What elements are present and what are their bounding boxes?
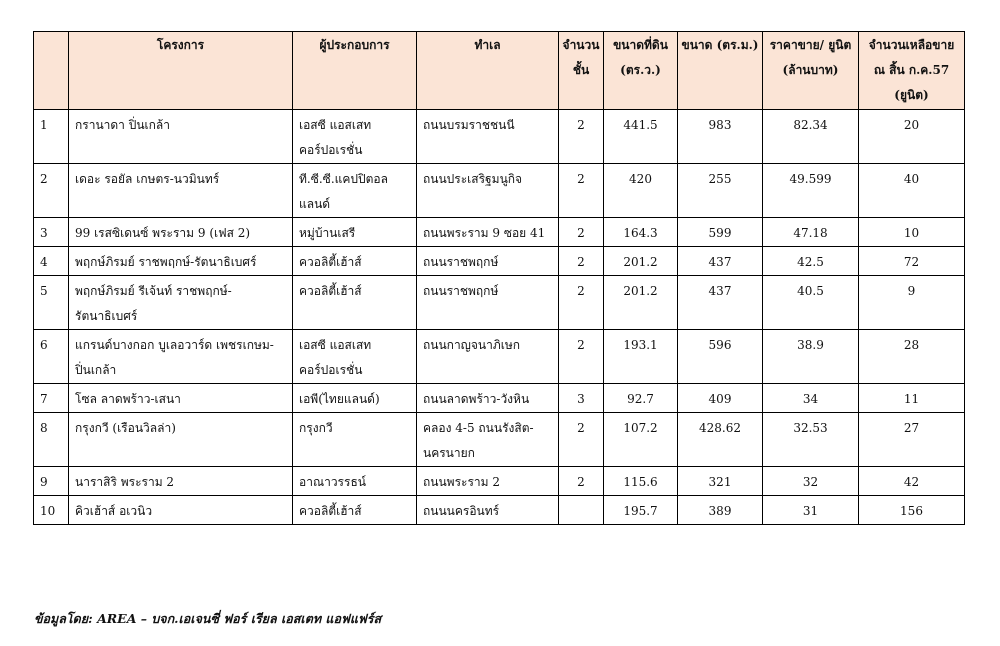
price: 42.5	[763, 247, 859, 276]
project-name: แกรนด์บางกอก บูเลอวาร์ด เพชรเกษม-ปิ่นเกล้า	[69, 330, 293, 384]
project-name: โซล ลาดพร้าว-เสนา	[69, 384, 293, 413]
location: ถนนประเสริฐมนูกิจ	[417, 164, 559, 218]
units-left: 27	[859, 413, 965, 467]
land-size: 420	[604, 164, 678, 218]
source-note: ข้อมูลโดย: AREA – บจก.เอเจนซี่ ฟอร์ เรียล เอสเตท แอฟแฟร์ส	[34, 611, 382, 626]
land-size: 201.2	[604, 247, 678, 276]
unit-size: 437	[678, 247, 763, 276]
floors: 2	[559, 276, 604, 330]
header-project: โครงการ	[69, 32, 293, 110]
land-size: 195.7	[604, 496, 678, 525]
row-number: 3	[34, 218, 69, 247]
developer-name: หมู่บ้านเสรี	[293, 218, 417, 247]
location: คลอง 4-5 ถนนรังสิต-นครนายก	[417, 413, 559, 467]
location: ถนนบรมราชชนนี	[417, 110, 559, 164]
price: 32	[763, 467, 859, 496]
unit-size: 255	[678, 164, 763, 218]
developer-name: ควอลิตี้เฮ้าส์	[293, 276, 417, 330]
row-number: 4	[34, 247, 69, 276]
units-left: 11	[859, 384, 965, 413]
land-size: 115.6	[604, 467, 678, 496]
floors: 2	[559, 413, 604, 467]
units-left: 156	[859, 496, 965, 525]
land-size: 92.7	[604, 384, 678, 413]
project-name: พฤกษ์ภิรมย์ รีเจ้นท์ ราชพฤกษ์-รัตนาธิเบศร์	[69, 276, 293, 330]
price: 49.599	[763, 164, 859, 218]
header-no	[34, 32, 69, 110]
row-number: 1	[34, 110, 69, 164]
table-row	[34, 384, 965, 413]
table-row	[34, 330, 965, 384]
floors: 2	[559, 330, 604, 384]
location: ถนนราชพฤกษ์	[417, 247, 559, 276]
unit-size: 321	[678, 467, 763, 496]
project-name: คิวเฮ้าส์ อเวนิว	[69, 496, 293, 525]
row-number: 6	[34, 330, 69, 384]
table-header	[34, 32, 965, 110]
floors: 2	[559, 164, 604, 218]
developer-name: ควอลิตี้เฮ้าส์	[293, 496, 417, 525]
unit-size: 596	[678, 330, 763, 384]
unit-size: 428.62	[678, 413, 763, 467]
unit-size: 389	[678, 496, 763, 525]
row-number: 10	[34, 496, 69, 525]
header-developer: ผู้ประกอบการ	[293, 32, 417, 110]
price: 31	[763, 496, 859, 525]
table-row	[34, 276, 965, 330]
developer-name: เอสซี แอสเสท คอร์ปอเรชั่น	[293, 330, 417, 384]
row-number: 9	[34, 467, 69, 496]
location: ถนนราชพฤกษ์	[417, 276, 559, 330]
row-number: 8	[34, 413, 69, 467]
units-left: 9	[859, 276, 965, 330]
floors: 2	[559, 110, 604, 164]
price: 34	[763, 384, 859, 413]
price: 40.5	[763, 276, 859, 330]
floors: 3	[559, 384, 604, 413]
units-left: 42	[859, 467, 965, 496]
land-size: 164.3	[604, 218, 678, 247]
table-row	[34, 164, 965, 218]
land-size: 193.1	[604, 330, 678, 384]
units-left: 28	[859, 330, 965, 384]
floors	[559, 496, 604, 525]
table-row	[34, 218, 965, 247]
unit-size: 409	[678, 384, 763, 413]
row-number: 5	[34, 276, 69, 330]
floors: 2	[559, 247, 604, 276]
header-price: ราคาขาย/ ยูนิต (ล้านบาท)	[763, 32, 859, 110]
location: ถนนพระราม 9 ซอย 41	[417, 218, 559, 247]
header-land-size: ขนาดที่ดิน (ตร.ว.)	[604, 32, 678, 110]
header-floors: จำนวนชั้น	[559, 32, 604, 110]
units-left: 10	[859, 218, 965, 247]
header-units-left: จำนวนเหลือขาย ณ สิ้น ก.ค.57 (ยูนิต)	[859, 32, 965, 110]
developer-name: เอสซี แอสเสท คอร์ปอเรชั่น	[293, 110, 417, 164]
price: 32.53	[763, 413, 859, 467]
table-row	[34, 467, 965, 496]
location: ถนนนครอินทร์	[417, 496, 559, 525]
projects-table	[33, 31, 965, 525]
project-name: กรานาดา ปิ่นเกล้า	[69, 110, 293, 164]
project-name: กรุงกวี (เรือนวิลล่า)	[69, 413, 293, 467]
unit-size: 983	[678, 110, 763, 164]
project-name: พฤกษ์ภิรมย์ ราชพฤกษ์-รัตนาธิเบศร์	[69, 247, 293, 276]
floors: 2	[559, 467, 604, 496]
table-row	[34, 413, 965, 467]
location: ถนนพระราม 2	[417, 467, 559, 496]
units-left: 20	[859, 110, 965, 164]
units-left: 40	[859, 164, 965, 218]
unit-size: 599	[678, 218, 763, 247]
project-name: เดอะ รอยัล เกษตร-นวมินทร์	[69, 164, 293, 218]
table-body	[34, 110, 965, 525]
row-number: 2	[34, 164, 69, 218]
units-left: 72	[859, 247, 965, 276]
header-unit-size: ขนาด (ตร.ม.)	[678, 32, 763, 110]
unit-size: 437	[678, 276, 763, 330]
location: ถนนกาญจนาภิเษก	[417, 330, 559, 384]
floors: 2	[559, 218, 604, 247]
table-row	[34, 247, 965, 276]
developer-name: ควอลิตี้เฮ้าส์	[293, 247, 417, 276]
table-row	[34, 496, 965, 525]
developer-name: ที.ซี.ซี.แคปปิตอล แลนด์	[293, 164, 417, 218]
developer-name: เอพี(ไทยแลนด์)	[293, 384, 417, 413]
table-row	[34, 110, 965, 164]
land-size: 107.2	[604, 413, 678, 467]
project-name: นาราสิริ พระราม 2	[69, 467, 293, 496]
developer-name: อาณาวรรธน์	[293, 467, 417, 496]
header-location: ทำเล	[417, 32, 559, 110]
project-name: 99 เรสซิเดนซ์ พระราม 9 (เฟส 2)	[69, 218, 293, 247]
land-size: 441.5	[604, 110, 678, 164]
price: 47.18	[763, 218, 859, 247]
price: 38.9	[763, 330, 859, 384]
land-size: 201.2	[604, 276, 678, 330]
price: 82.34	[763, 110, 859, 164]
developer-name: กรุงกวี	[293, 413, 417, 467]
location: ถนนลาดพร้าว-วังหิน	[417, 384, 559, 413]
row-number: 7	[34, 384, 69, 413]
